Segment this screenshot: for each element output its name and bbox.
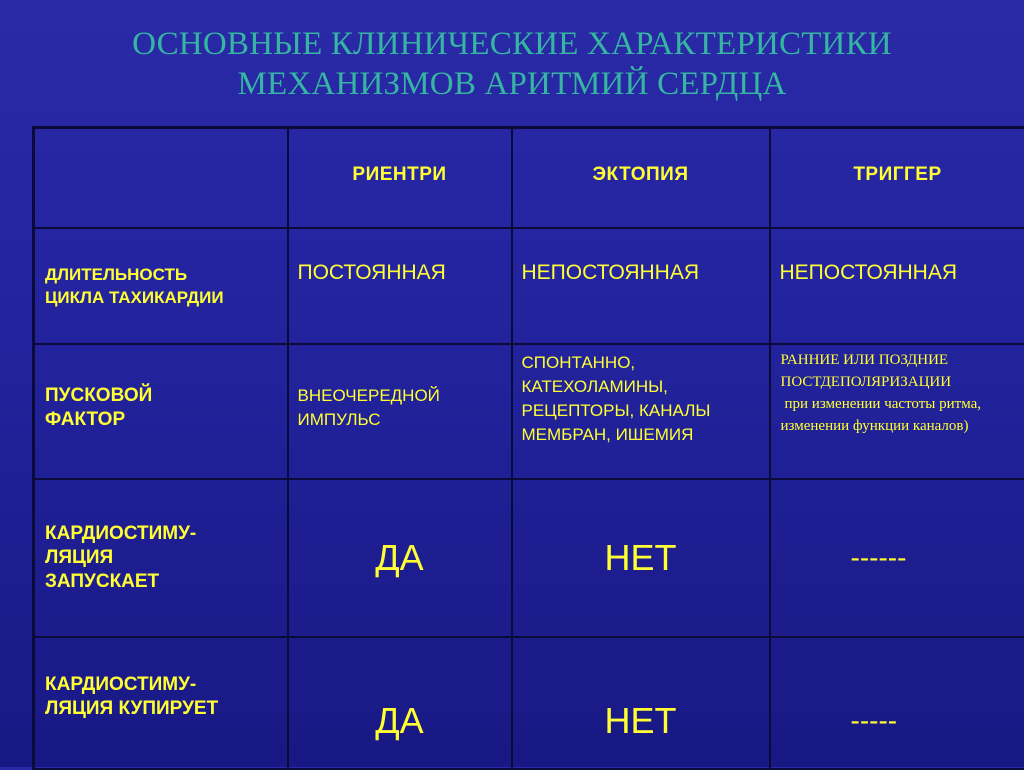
cell-terminates-ectopy: НЕТ <box>512 637 770 769</box>
header-empty-cell <box>34 128 288 228</box>
cell-factor-reentry: ВНЕОЧЕРЕДНОЙ ИМПУЛЬС <box>288 344 512 479</box>
table-row-pacing-initiates <box>34 479 1024 637</box>
slide-title <box>0 24 1024 104</box>
slide-title-line-1: ОСНОВНЫЕ КЛИНИЧЕСКИЕ ХАРАКТЕРИСТИКИ <box>0 24 1024 64</box>
cell-initiates-ectopy: НЕТ <box>512 479 770 637</box>
cell-terminates-reentry: ДА <box>288 637 512 769</box>
cell-factor-trigger: РАННИЕ ИЛИ ПОЗДНИЕ ПОСТДЕПОЛЯРИЗАЦИИ при изменении частоты ритма, изменении функции каналов) <box>770 344 1024 479</box>
table-header-row <box>34 128 1024 228</box>
row-label-cycle-length: ДЛИТЕЛЬНОСТЬ ЦИКЛА ТАХИКАРДИИ <box>34 228 288 344</box>
cell-cycle-ectopy: НЕПОСТОЯННАЯ <box>512 228 770 344</box>
cell-initiates-reentry: ДА <box>288 479 512 637</box>
row-label-trigger-factor: ПУСКОВОЙ ФАКТОР <box>34 344 288 479</box>
cell-cycle-reentry: ПОСТОЯННАЯ <box>288 228 512 344</box>
table-row-pacing-terminates <box>34 637 1024 769</box>
row-label-pacing-terminates: КАРДИОСТИМУ- ЛЯЦИЯ КУПИРУЕТ <box>34 637 288 769</box>
cell-factor-ectopy: СПОНТАННО, КАТЕХОЛАМИНЫ, РЕЦЕПТОРЫ, КАНАЛЫ МЕМБРАН, ИШЕМИЯ <box>512 344 770 479</box>
cell-terminates-trigger: ----- <box>770 637 1024 769</box>
cell-initiates-trigger: ------ <box>770 479 1024 637</box>
row-label-pacing-initiates: КАРДИОСТИМУ- ЛЯЦИЯ ЗАПУСКАЕТ <box>34 479 288 637</box>
header-trigger: ТРИГГЕР <box>770 128 1024 228</box>
cell-cycle-trigger: НЕПОСТОЯННАЯ <box>770 228 1024 344</box>
header-reentry: РИЕНТРИ <box>288 128 512 228</box>
arrhythmia-characteristics-table <box>32 126 1024 770</box>
table-row-trigger-factor <box>34 344 1024 479</box>
table-row-cycle-length <box>34 228 1024 344</box>
slide-title-line-2: МЕХАНИЗМОВ АРИТМИЙ СЕРДЦА <box>0 64 1024 104</box>
header-ectopy: ЭКТОПИЯ <box>512 128 770 228</box>
